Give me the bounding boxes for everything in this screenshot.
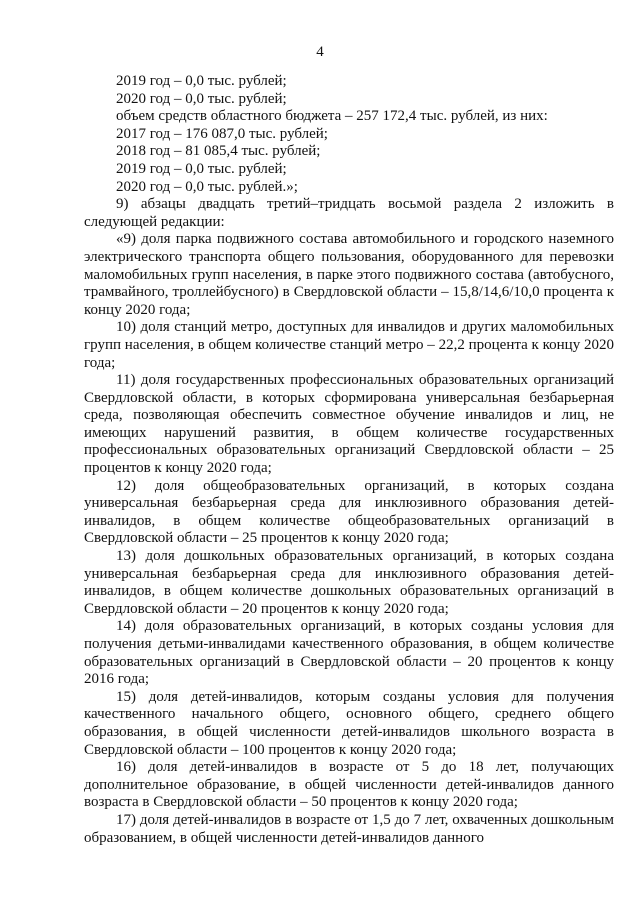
paragraph: 17) доля детей-инвалидов в возрасте от 1,5 до 7 лет, охваченных дошкольным образованием, в общей численности детей-инвалидов данного bbox=[84, 811, 614, 846]
paragraph: «9) доля парка подвижного состава автомобильного и городского наземного электрического транспорта общего пользования, оборудованного для перевозки маломобильных групп населения, в парке этого подвижного состава (автобусного, трамвайного, троллейбусного) в Свердловской области – 15,8/14,6/10,0 процента к концу 2020 года; bbox=[84, 231, 614, 318]
paragraph: 12) доля общеобразовательных организаций, в которых создана универсальная безбарьерная среда для инклюзивного образования детей-инвалидов, в общем количестве общеобразовательных организаций в Свердловской области – 25 процентов к концу 2020 года; bbox=[84, 477, 614, 547]
budget-line: объем средств областного бюджета – 257 172,4 тыс. рублей, из них: bbox=[116, 108, 548, 125]
paragraph: 14) доля образовательных организаций, в которых созданы условия для получения детьми-инвалидами качественного образования, в общем количестве образовательных организаций в Свердловской области – 20 процентов к концу 2016 года; bbox=[84, 618, 614, 688]
document-body bbox=[84, 73, 614, 847]
page-number: 4 bbox=[316, 44, 324, 60]
budget-line: 2020 год – 0,0 тыс. рублей; bbox=[116, 90, 287, 107]
budget-line: 2019 год – 0,0 тыс. рублей; bbox=[116, 160, 287, 177]
paragraph: 9) абзацы двадцать третий–тридцать восьмой раздела 2 изложить в следующей редакции: bbox=[84, 196, 614, 230]
budget-line: 2020 год – 0,0 тыс. рублей.»; bbox=[116, 178, 298, 195]
paragraph: 11) доля государственных профессиональных образовательных организаций Свердловской области, в которых сформирована универсальная безбарьерная среда, позволяющая обеспечить совместное обучение инвалидов и лиц, не имеющих нарушений развития, в общем количестве государственных профессиональных образовательных организаций Свердловской области – 25 процентов к концу 2020 года; bbox=[84, 372, 614, 477]
paragraph: 15) доля детей-инвалидов, которым созданы условия для получения качественного начального общего, основного общего, среднего общего образования, в общей численности детей-инвалидов школьного возраста в Свердловской области – 100 процентов к концу 2020 года; bbox=[84, 688, 614, 758]
budget-line: 2017 год – 176 087,0 тыс. рублей; bbox=[116, 125, 328, 142]
budget-line: 2019 год – 0,0 тыс. рублей; bbox=[116, 73, 287, 89]
budget-line: 2018 год – 81 085,4 тыс. рублей; bbox=[116, 143, 321, 160]
paragraph: 13) доля дошкольных образовательных организаций, в которых создана универсальная безбарьерная среда для инклюзивного образования детей-инвалидов, в общем количестве дошкольных образовательных организаций в Свердловской области – 20 процентов к концу 2020 года; bbox=[84, 548, 614, 617]
paragraph: 16) доля детей-инвалидов в возрасте от 5 до 18 лет, получающих дополнительное образование, в общей численности детей-инвалидов данного возраста в Свердловской области – 50 процентов к концу 2020 года; bbox=[84, 759, 614, 811]
paragraph: 10) доля станций метро, доступных для инвалидов и других маломобильных групп населения, в общем количестве станций метро – 22,2 процента к концу 2020 года; bbox=[84, 319, 614, 371]
